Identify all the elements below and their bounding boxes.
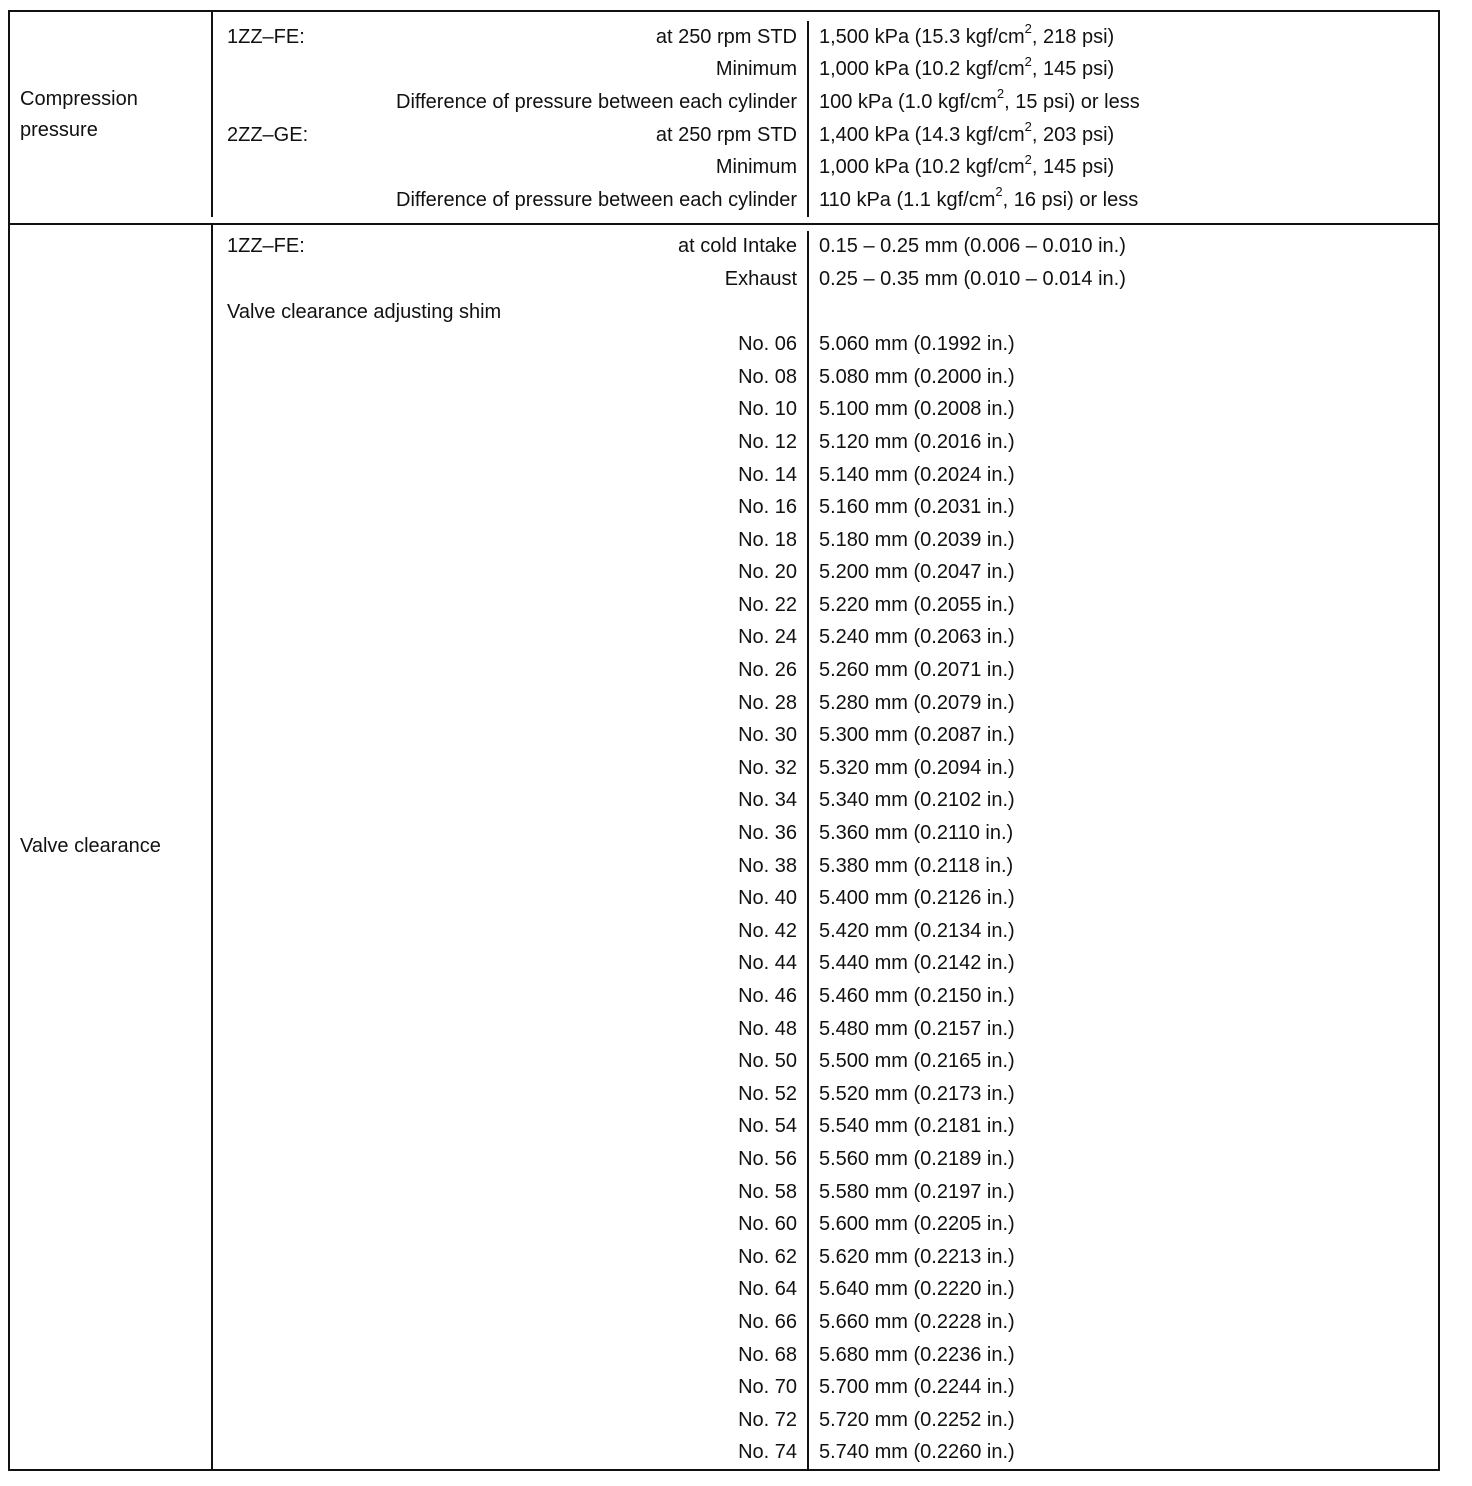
- valve-row-condition-cell: [213, 850, 809, 883]
- valve-row-condition-cell: [213, 589, 809, 622]
- valve-row-condition-cell: [213, 1306, 809, 1339]
- compression-value-cell: [809, 118, 1438, 147]
- valve-value-cell: 5.520 mm (0.2173 in.): [819, 1082, 1015, 1105]
- valve-row-condition-cell: [213, 1371, 809, 1404]
- valve-row-condition-cell: [213, 622, 809, 655]
- valve-row: [213, 1111, 1438, 1144]
- value-text: 1,000 kPa (10.2 kgf/cm: [819, 58, 1025, 81]
- value-text-tail: , 203 psi): [1031, 123, 1115, 146]
- condition-label: No. 08: [738, 365, 797, 388]
- valve-value-cell: 5.660 mm (0.2228 in.): [819, 1310, 1015, 1333]
- valve-row-condition-cell: [213, 1013, 809, 1046]
- value-text: 110 kPa (1.1 kgf/cm: [819, 188, 996, 211]
- condition-label: Minimum: [715, 58, 797, 81]
- valve-value-cell: 5.640 mm (0.2220 in.): [819, 1278, 1015, 1301]
- valve-row: [213, 785, 1438, 818]
- valve-value-cell: 5.420 mm (0.2134 in.): [819, 919, 1015, 942]
- compression-row: [213, 21, 1438, 54]
- valve-row: [213, 296, 1438, 329]
- valve-value-cell: 5.260 mm (0.2071 in.): [819, 659, 1015, 682]
- condition-label: at 250 rpm STD: [655, 123, 797, 146]
- compression-row: [213, 151, 1438, 184]
- valve-row-condition-cell: [213, 491, 809, 524]
- valve-value-cell: 5.060 mm (0.1992 in.): [819, 333, 1015, 356]
- valve-row-condition-cell: [213, 1111, 809, 1144]
- valve-row-condition-cell: [213, 557, 809, 590]
- condition-label: No. 20: [738, 561, 797, 584]
- value-text: 1,400 kPa (14.3 kgf/cm: [819, 123, 1025, 146]
- valve-value-cell: 5.200 mm (0.2047 in.): [819, 561, 1015, 584]
- condition-label: No. 18: [738, 528, 797, 551]
- condition-label: Exhaust: [724, 267, 797, 290]
- compression-value-cell: [809, 151, 1438, 179]
- valve-row-condition-cell: [213, 817, 809, 850]
- valve-row-condition-cell: [213, 1274, 809, 1307]
- valve-row: [213, 1339, 1438, 1372]
- condition-label: No. 56: [738, 1147, 797, 1170]
- compression-label-line2: pressure: [20, 118, 98, 141]
- valve-row: [213, 491, 1438, 524]
- compression-pressure-section: [10, 12, 1438, 225]
- valve-value-cell: 5.220 mm (0.2055 in.): [819, 593, 1015, 616]
- compression-rows: [213, 12, 1438, 223]
- condition-label: No. 52: [738, 1082, 797, 1105]
- condition-label: No. 12: [738, 430, 797, 453]
- value-text: 1,500 kPa (15.3 kgf/cm: [819, 25, 1025, 48]
- condition-label: No. 62: [738, 1245, 797, 1268]
- valve-row-condition-cell: [213, 1045, 809, 1078]
- compression-row-condition-cell: [213, 151, 809, 184]
- condition-label: No. 44: [738, 952, 797, 975]
- condition-label: No. 38: [738, 854, 797, 877]
- valve-value-cell: 5.500 mm (0.2165 in.): [819, 1050, 1015, 1073]
- valve-value-cell: 5.480 mm (0.2157 in.): [819, 1017, 1015, 1040]
- condition-label: No. 36: [738, 822, 797, 845]
- valve-row: [213, 915, 1438, 948]
- engine-label: Valve clearance adjusting shim: [227, 300, 502, 323]
- valve-row: [213, 263, 1438, 296]
- valve-value-cell: 5.240 mm (0.2063 in.): [819, 626, 1015, 649]
- valve-row: [213, 1241, 1438, 1274]
- valve-row-condition-cell: [213, 915, 809, 948]
- value-text-tail: , 16 psi) or less: [1002, 188, 1139, 211]
- valve-row: [213, 1306, 1438, 1339]
- value-text: 100 kPa (1.0 kgf/cm: [819, 90, 997, 113]
- condition-label: at cold Intake: [678, 235, 797, 258]
- condition-label: No. 54: [738, 1115, 797, 1138]
- valve-row-condition-cell: [213, 296, 809, 329]
- compression-value-cell: [809, 184, 1438, 212]
- valve-row-condition-cell: [213, 1143, 809, 1176]
- compression-label-line1: Compression: [20, 87, 138, 110]
- valve-row: [213, 589, 1438, 622]
- condition-label: at 250 rpm STD: [655, 25, 797, 48]
- valve-row: [213, 817, 1438, 850]
- condition-label: No. 64: [738, 1278, 797, 1301]
- condition-label: No. 34: [738, 789, 797, 812]
- valve-row: [213, 1078, 1438, 1111]
- condition-label: No. 60: [738, 1213, 797, 1236]
- compression-row-condition-cell: [213, 21, 809, 54]
- valve-value-cell: 5.380 mm (0.2118 in.): [819, 854, 1014, 877]
- valve-row-condition-cell: [213, 361, 809, 394]
- valve-row-condition-cell: [213, 394, 809, 427]
- valve-value-cell: 5.540 mm (0.2181 in.): [819, 1115, 1015, 1138]
- condition-label: No. 48: [738, 1017, 797, 1040]
- valve-value-cell: 5.700 mm (0.2244 in.): [819, 1376, 1015, 1399]
- valve-row: [213, 1208, 1438, 1241]
- value-text: 1,000 kPa (10.2 kgf/cm: [819, 156, 1025, 179]
- valve-row: [213, 622, 1438, 655]
- valve-row: [213, 394, 1438, 427]
- valve-value-cell: 5.100 mm (0.2008 in.): [819, 398, 1015, 421]
- engine-label: 1ZZ–FE:: [227, 25, 305, 48]
- compression-value-cell: [809, 86, 1438, 114]
- valve-row-condition-cell: [213, 1176, 809, 1209]
- compression-value-cell: [809, 21, 1438, 49]
- valve-row: [213, 719, 1438, 752]
- condition-label: No. 50: [738, 1050, 797, 1073]
- condition-label: No. 32: [738, 756, 797, 779]
- condition-label: No. 30: [738, 724, 797, 747]
- valve-value-cell: 5.320 mm (0.2094 in.): [819, 756, 1015, 779]
- engine-label: 1ZZ–FE:: [227, 235, 305, 258]
- valve-rows: [213, 225, 1438, 1470]
- valve-row-condition-cell: [213, 1339, 809, 1372]
- valve-row: [213, 459, 1438, 492]
- valve-row-condition-cell: [213, 524, 809, 557]
- superscript: 2: [996, 86, 1005, 102]
- valve-row: [213, 687, 1438, 720]
- valve-row: [213, 654, 1438, 687]
- valve-value-cell: 5.460 mm (0.2150 in.): [819, 985, 1015, 1008]
- valve-row-condition-cell: [213, 719, 809, 752]
- value-text-tail: , 145 psi): [1031, 156, 1115, 179]
- valve-value-cell: 5.120 mm (0.2016 in.): [819, 430, 1015, 453]
- compression-pressure-label: [10, 12, 213, 217]
- valve-value-cell: 5.680 mm (0.2236 in.): [819, 1343, 1015, 1366]
- valve-row-condition-cell: [213, 426, 809, 459]
- valve-row: [213, 557, 1438, 590]
- compression-row: [213, 86, 1438, 119]
- condition-label: No. 66: [738, 1310, 797, 1333]
- condition-label: No. 10: [738, 398, 797, 421]
- valve-row-condition-cell: [213, 752, 809, 785]
- valve-value-cell: 5.140 mm (0.2024 in.): [819, 463, 1015, 486]
- condition-label: No. 22: [738, 593, 797, 616]
- condition-label: No. 70: [738, 1376, 797, 1399]
- condition-label: No. 42: [738, 919, 797, 942]
- valve-value-cell: 5.440 mm (0.2142 in.): [819, 952, 1015, 975]
- condition-label: No. 26: [738, 659, 797, 682]
- valve-row: [213, 1437, 1438, 1470]
- valve-value-cell: 5.080 mm (0.2000 in.): [819, 365, 1015, 388]
- valve-row-condition-cell: [213, 785, 809, 818]
- valve-row-condition-cell: [213, 654, 809, 687]
- valve-row: [213, 1404, 1438, 1437]
- valve-value-cell: 5.620 mm (0.2213 in.): [819, 1245, 1015, 1268]
- condition-label: Difference of pressure between each cylinder: [396, 90, 797, 113]
- valve-row: [213, 752, 1438, 785]
- valve-value-cell: 5.720 mm (0.2252 in.): [819, 1408, 1015, 1431]
- compression-row-condition-cell: [213, 54, 809, 87]
- valve-value-cell: 5.400 mm (0.2126 in.): [819, 887, 1015, 910]
- engine-label: 2ZZ–GE:: [227, 123, 309, 146]
- valve-row: [213, 850, 1438, 883]
- valve-row: [213, 882, 1438, 915]
- valve-value-cell: 5.560 mm (0.2189 in.): [819, 1147, 1015, 1170]
- compression-row: [213, 119, 1438, 152]
- condition-label: No. 16: [738, 496, 797, 519]
- valve-row-condition-cell: [213, 948, 809, 981]
- superscript: 2: [1024, 21, 1032, 37]
- valve-value-cell: 5.340 mm (0.2102 in.): [819, 789, 1015, 812]
- valve-value-cell: 5.600 mm (0.2205 in.): [819, 1213, 1015, 1236]
- valve-row-condition-cell: [213, 1241, 809, 1274]
- value-text-tail: , 15 psi) or less: [1004, 90, 1140, 113]
- compression-row: [213, 184, 1438, 217]
- valve-row: [213, 1045, 1438, 1078]
- condition-label: No. 28: [738, 691, 797, 714]
- valve-row-condition-cell: [213, 882, 809, 915]
- valve-value-cell: 5.300 mm (0.2087 in.): [819, 724, 1015, 747]
- valve-clearance-section: [10, 225, 1438, 1470]
- compression-value-cell: [809, 53, 1438, 81]
- valve-row-condition-cell: [213, 459, 809, 492]
- superscript: 2: [1024, 151, 1032, 167]
- valve-row-condition-cell: [213, 1078, 809, 1111]
- compression-row-condition-cell: [213, 86, 809, 119]
- condition-label: Difference of pressure between each cylinder: [396, 188, 797, 211]
- valve-row-condition-cell: [213, 687, 809, 720]
- valve-row: [213, 1176, 1438, 1209]
- valve-row: [213, 1371, 1438, 1404]
- valve-row: [213, 328, 1438, 361]
- spec-table: [8, 10, 1440, 1471]
- valve-value-cell: 5.360 mm (0.2110 in.): [819, 822, 1014, 845]
- valve-row-condition-cell: [213, 263, 809, 296]
- valve-row-condition-cell: [213, 1208, 809, 1241]
- condition-label: No. 24: [738, 626, 797, 649]
- valve-clearance-label: [10, 225, 213, 1470]
- valve-row: [213, 524, 1438, 557]
- condition-label: No. 68: [738, 1343, 797, 1366]
- compression-row-condition-cell: [213, 184, 809, 217]
- condition-label: Minimum: [715, 156, 797, 179]
- valve-row: [213, 1274, 1438, 1307]
- condition-label: No. 58: [738, 1180, 797, 1203]
- valve-value-cell: 5.180 mm (0.2039 in.): [819, 528, 1015, 551]
- condition-label: No. 06: [738, 333, 797, 356]
- compression-row: [213, 54, 1438, 87]
- valve-row: [213, 1013, 1438, 1046]
- valve-row-condition-cell: [213, 1437, 809, 1470]
- compression-row-condition-cell: [213, 119, 809, 152]
- valve-value-cell: 0.25 – 0.35 mm (0.010 – 0.014 in.): [819, 267, 1126, 290]
- valve-row-condition-cell: [213, 328, 809, 361]
- valve-value-cell: 5.740 mm (0.2260 in.): [819, 1441, 1015, 1464]
- value-text-tail: , 145 psi): [1031, 58, 1115, 81]
- valve-value-cell: 0.15 – 0.25 mm (0.006 – 0.010 in.): [819, 235, 1126, 258]
- condition-label: No. 46: [738, 985, 797, 1008]
- valve-value-cell: 5.160 mm (0.2031 in.): [819, 496, 1015, 519]
- valve-row: [213, 948, 1438, 981]
- valve-value-cell: 5.280 mm (0.2079 in.): [819, 691, 1015, 714]
- valve-row: [213, 361, 1438, 394]
- condition-label: No. 74: [738, 1441, 797, 1464]
- condition-label: No. 40: [738, 887, 797, 910]
- condition-label: No. 14: [738, 463, 797, 486]
- valve-row-condition-cell: [213, 980, 809, 1013]
- superscript: 2: [995, 184, 1003, 200]
- condition-label: No. 72: [738, 1408, 797, 1431]
- valve-row: [213, 1143, 1438, 1176]
- valve-label-text: Valve clearance: [20, 835, 161, 858]
- valve-row-condition-cell: [213, 231, 809, 264]
- valve-row: [213, 980, 1438, 1013]
- superscript: 2: [1024, 53, 1032, 69]
- valve-row-condition-cell: [213, 1404, 809, 1437]
- value-text-tail: , 218 psi): [1031, 25, 1115, 48]
- valve-value-cell: 5.580 mm (0.2197 in.): [819, 1180, 1015, 1203]
- valve-row: [213, 231, 1438, 264]
- valve-row: [213, 426, 1438, 459]
- superscript: 2: [1024, 118, 1032, 134]
